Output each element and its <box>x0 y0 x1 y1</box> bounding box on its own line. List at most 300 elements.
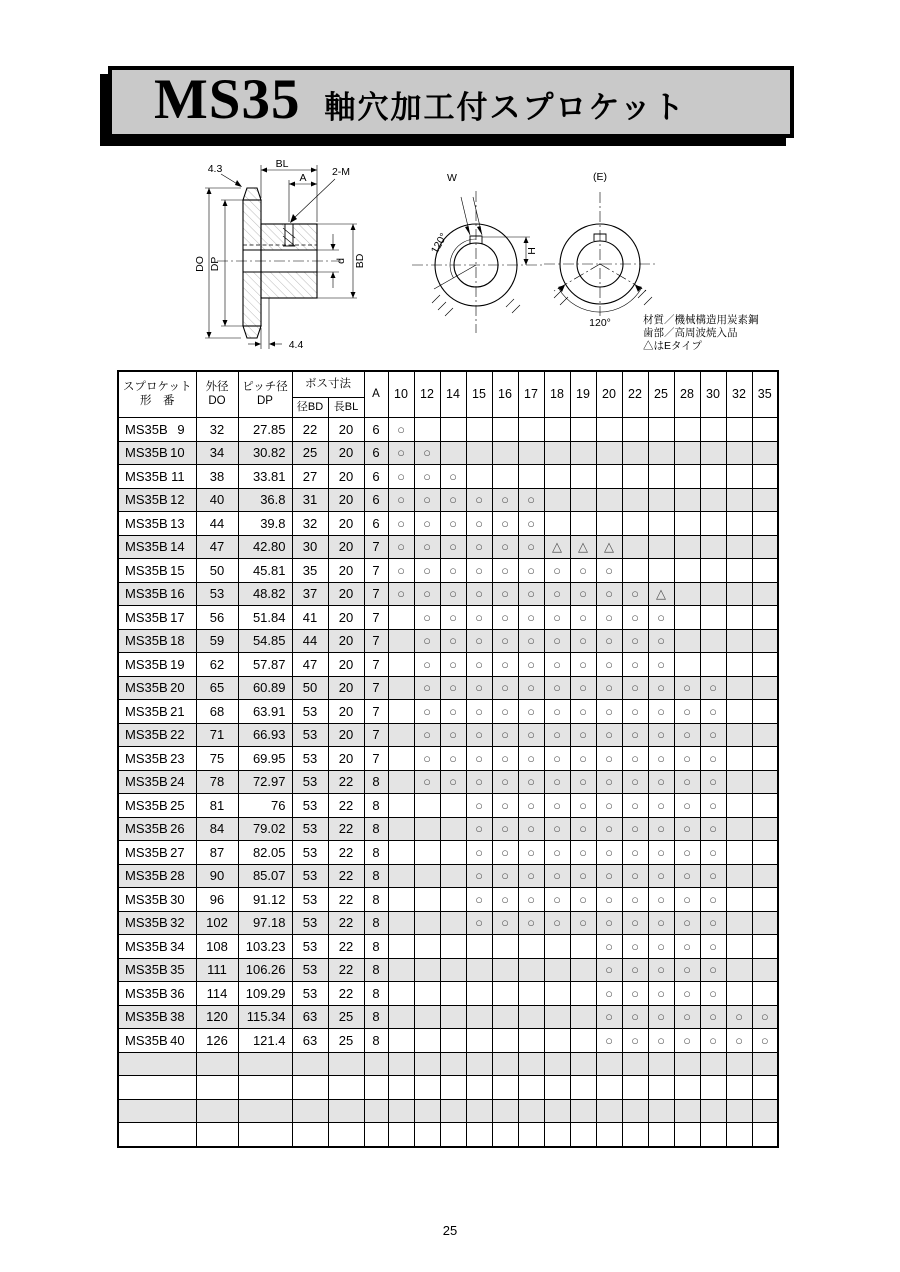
cell-pd: 36.8 <box>238 488 292 512</box>
cell-bore-mark: ○ <box>570 794 596 818</box>
cell-bore-mark: ○ <box>518 535 544 559</box>
cell-bd: 53 <box>292 747 328 771</box>
cell-bore-mark <box>752 958 778 982</box>
cell-bore-mark: ○ <box>492 841 518 865</box>
cell-bore-mark: ○ <box>518 488 544 512</box>
col-header-bore-22: 22 <box>622 371 648 418</box>
cell-bore-mark <box>518 465 544 489</box>
cell-model <box>118 488 196 512</box>
cell-pd: 51.84 <box>238 606 292 630</box>
cell-bd: 27 <box>292 465 328 489</box>
table-row <box>118 441 778 465</box>
cell-model <box>118 606 196 630</box>
cell-bore-mark: ○ <box>648 770 674 794</box>
empty-cell <box>648 1123 674 1147</box>
empty-cell <box>674 1052 700 1076</box>
cell-bore-mark: ○ <box>674 841 700 865</box>
model-prefix: MS35B <box>125 985 168 1001</box>
empty-cell <box>466 1052 492 1076</box>
cell-bore-mark <box>752 911 778 935</box>
cell-bore-mark <box>674 488 700 512</box>
cell-bore-mark <box>388 888 414 912</box>
cell-bore-mark <box>544 488 570 512</box>
cell-bore-mark: ○ <box>388 512 414 536</box>
cell-bore-mark: ○ <box>414 653 440 677</box>
empty-cell <box>596 1099 622 1123</box>
cell-bore-mark <box>596 488 622 512</box>
cell-bore-mark <box>752 653 778 677</box>
cell-bore-mark: ○ <box>596 559 622 583</box>
empty-cell <box>596 1052 622 1076</box>
cell-bore-mark <box>700 582 726 606</box>
cell-bore-mark: ○ <box>596 747 622 771</box>
cell-bore-mark: ○ <box>596 653 622 677</box>
cell-model <box>118 770 196 794</box>
col-header-bore-15: 15 <box>466 371 492 418</box>
empty-cell <box>388 1052 414 1076</box>
cell-model <box>118 1005 196 1029</box>
cell-bore-mark: ○ <box>492 629 518 653</box>
cell-bore-mark: ○ <box>622 653 648 677</box>
cell-model <box>118 723 196 747</box>
cell-bore-mark: ○ <box>466 535 492 559</box>
cell-bore-mark: ○ <box>674 958 700 982</box>
cell-bore-mark <box>752 770 778 794</box>
cell-bore-mark: ○ <box>700 911 726 935</box>
cell-bore-mark: ○ <box>492 864 518 888</box>
model-prefix: MS35B <box>125 774 168 790</box>
cell-bore-mark: ○ <box>414 723 440 747</box>
cell-od: 32 <box>196 418 238 442</box>
col-header-bore-20: 20 <box>596 371 622 418</box>
model-number: 35 <box>170 962 185 978</box>
cell-bore-mark <box>466 465 492 489</box>
cell-bore-mark <box>544 958 570 982</box>
cell-bd: 44 <box>292 629 328 653</box>
cell-bore-mark <box>674 535 700 559</box>
cell-bore-mark <box>674 653 700 677</box>
model-prefix: MS35B <box>125 1032 168 1048</box>
cell-bore-mark <box>752 488 778 512</box>
cell-bore-mark <box>466 1005 492 1029</box>
cell-bore-mark <box>440 864 466 888</box>
cell-bore-mark: ○ <box>700 700 726 724</box>
cell-bore-mark: ○ <box>570 888 596 912</box>
cell-bore-mark: ○ <box>440 770 466 794</box>
side-view-diagram <box>165 158 405 363</box>
empty-cell <box>466 1076 492 1100</box>
model-number: 18 <box>170 633 185 649</box>
cell-bore-mark <box>440 982 466 1006</box>
cell-bore-mark: ○ <box>700 935 726 959</box>
cell-bore-mark: ○ <box>674 747 700 771</box>
cell-bore-mark: ○ <box>674 864 700 888</box>
table-row <box>118 794 778 818</box>
cell-bore-mark: ○ <box>544 653 570 677</box>
cell-bore-mark <box>674 512 700 536</box>
cell-bore-mark: ○ <box>752 1029 778 1053</box>
material-notes <box>643 314 759 353</box>
empty-cell <box>238 1052 292 1076</box>
empty-cell <box>570 1099 596 1123</box>
cell-bore-mark <box>388 794 414 818</box>
empty-cell <box>328 1052 364 1076</box>
empty-cell <box>492 1052 518 1076</box>
table-row <box>118 958 778 982</box>
cell-bore-mark: ○ <box>492 676 518 700</box>
cell-bore-mark <box>674 418 700 442</box>
cell-bore-mark: ○ <box>648 653 674 677</box>
cell-bore-mark: ○ <box>622 723 648 747</box>
empty-cell <box>544 1099 570 1123</box>
cell-bore-mark: ○ <box>648 606 674 630</box>
table-row <box>118 1029 778 1053</box>
cell-bore-mark <box>648 441 674 465</box>
cell-bore-mark <box>414 864 440 888</box>
cell-bore-mark: △ <box>570 535 596 559</box>
dim-label-4-4: 4.4 <box>288 339 304 351</box>
model-prefix: MS35B <box>125 821 168 837</box>
cell-bore-mark <box>622 441 648 465</box>
cell-bore-mark <box>414 794 440 818</box>
cell-bd: 53 <box>292 817 328 841</box>
col-header-bore-35: 35 <box>752 371 778 418</box>
dim-label-dp: DP <box>209 256 221 272</box>
dim-label-bl: BL <box>275 158 289 170</box>
empty-cell <box>700 1052 726 1076</box>
table-row <box>118 606 778 630</box>
cell-bore-mark: ○ <box>544 864 570 888</box>
cell-bore-mark: ○ <box>596 982 622 1006</box>
cell-bore-mark <box>440 794 466 818</box>
cell-bore-mark <box>570 982 596 1006</box>
cell-bore-mark: ○ <box>622 817 648 841</box>
empty-cell <box>700 1099 726 1123</box>
cell-bore-mark: ○ <box>544 582 570 606</box>
cell-a: 7 <box>364 606 388 630</box>
cell-bore-mark: ○ <box>622 982 648 1006</box>
cell-bore-mark: ○ <box>570 747 596 771</box>
cell-a: 8 <box>364 911 388 935</box>
model-prefix: MS35B <box>125 445 168 461</box>
cell-bore-mark <box>700 441 726 465</box>
cell-bore-mark: ○ <box>596 629 622 653</box>
model-prefix: MS35B <box>125 1009 168 1025</box>
model-prefix: MS35B <box>125 609 168 625</box>
cell-bore-mark: ○ <box>518 700 544 724</box>
cell-bore-mark: ○ <box>388 582 414 606</box>
cell-bore-mark: ○ <box>440 465 466 489</box>
table-row <box>118 559 778 583</box>
cell-bore-mark: ○ <box>414 606 440 630</box>
cell-bore-mark <box>674 441 700 465</box>
cell-model <box>118 629 196 653</box>
model-prefix: MS35B <box>125 915 168 931</box>
cell-bore-mark: ○ <box>518 817 544 841</box>
empty-cell <box>518 1052 544 1076</box>
cell-bore-mark <box>752 723 778 747</box>
cell-od: 111 <box>196 958 238 982</box>
cell-model <box>118 700 196 724</box>
cell-od: 59 <box>196 629 238 653</box>
cell-bore-mark: ○ <box>622 958 648 982</box>
cell-bore-mark <box>752 700 778 724</box>
cell-bore-mark <box>440 888 466 912</box>
cell-bore-mark: ○ <box>518 676 544 700</box>
cell-bore-mark <box>752 441 778 465</box>
cell-bore-mark: ○ <box>648 817 674 841</box>
cell-bore-mark: ○ <box>648 935 674 959</box>
cell-od: 78 <box>196 770 238 794</box>
col-header-a: A <box>364 371 388 418</box>
cell-bore-mark <box>752 559 778 583</box>
cell-bore-mark <box>726 794 752 818</box>
cell-bore-mark: ○ <box>622 606 648 630</box>
cell-bore-mark <box>752 794 778 818</box>
cell-bore-mark <box>726 559 752 583</box>
cell-bl: 25 <box>328 1029 364 1053</box>
cell-bore-mark <box>544 1029 570 1053</box>
cell-bl: 20 <box>328 559 364 583</box>
cell-od: 84 <box>196 817 238 841</box>
empty-cell <box>292 1076 328 1100</box>
cell-bore-mark: ○ <box>518 723 544 747</box>
cell-bore-mark <box>440 841 466 865</box>
cell-bore-mark: ○ <box>492 559 518 583</box>
model-prefix: MS35B <box>125 562 168 578</box>
cell-bore-mark: ○ <box>570 770 596 794</box>
cell-bore-mark: ○ <box>570 700 596 724</box>
cell-bore-mark <box>414 1005 440 1029</box>
cell-bore-mark: ○ <box>570 864 596 888</box>
cell-bl: 22 <box>328 794 364 818</box>
model-number: 34 <box>170 938 185 954</box>
dim-label-4-3: 4.3 <box>207 163 223 175</box>
empty-cell <box>544 1123 570 1147</box>
cell-bore-mark: ○ <box>622 770 648 794</box>
cell-bore-mark <box>440 958 466 982</box>
cell-bore-mark: ○ <box>440 676 466 700</box>
cell-bore-mark: ○ <box>570 582 596 606</box>
cell-bore-mark: ○ <box>518 911 544 935</box>
model-number: 36 <box>170 985 185 1001</box>
cell-bore-mark <box>414 817 440 841</box>
model-prefix: MS35B <box>125 680 168 696</box>
empty-cell <box>570 1076 596 1100</box>
col-header-pd <box>238 371 292 418</box>
empty-row <box>118 1052 778 1076</box>
cell-bl: 22 <box>328 911 364 935</box>
model-number: 22 <box>170 727 185 743</box>
cell-bore-mark: ○ <box>622 1005 648 1029</box>
col-header-od-line2: DO <box>208 394 226 407</box>
cell-bore-mark: ○ <box>674 888 700 912</box>
cell-bore-mark: ○ <box>622 1029 648 1053</box>
empty-cell <box>364 1099 388 1123</box>
cell-bore-mark <box>388 770 414 794</box>
cell-bl: 20 <box>328 488 364 512</box>
cell-a: 6 <box>364 512 388 536</box>
cell-pd: 30.82 <box>238 441 292 465</box>
empty-cell <box>196 1076 238 1100</box>
cell-bore-mark <box>726 653 752 677</box>
cell-bore-mark <box>622 488 648 512</box>
cell-pd: 115.34 <box>238 1005 292 1029</box>
cell-od: 96 <box>196 888 238 912</box>
col-header-bore-18: 18 <box>544 371 570 418</box>
cell-a: 6 <box>364 465 388 489</box>
cell-bore-mark: ○ <box>570 817 596 841</box>
cell-bore-mark: ○ <box>492 512 518 536</box>
cell-bore-mark <box>492 418 518 442</box>
cell-bore-mark <box>466 418 492 442</box>
cell-bd: 37 <box>292 582 328 606</box>
cell-bore-mark <box>700 512 726 536</box>
table-row <box>118 888 778 912</box>
col-header-bl: 長BL <box>328 398 364 418</box>
col-header-model-line1: スプロケット <box>123 380 192 393</box>
cell-a: 8 <box>364 864 388 888</box>
empty-cell <box>292 1099 328 1123</box>
cell-bl: 20 <box>328 653 364 677</box>
cell-bore-mark <box>726 770 752 794</box>
cell-bore-mark: ○ <box>414 512 440 536</box>
cell-bore-mark <box>726 911 752 935</box>
cell-bore-mark <box>570 958 596 982</box>
cell-bore-mark <box>492 1005 518 1029</box>
cell-bore-mark <box>622 535 648 559</box>
cell-a: 7 <box>364 700 388 724</box>
cell-bore-mark: ○ <box>648 629 674 653</box>
cell-bore-mark <box>700 418 726 442</box>
cell-bore-mark: ○ <box>544 629 570 653</box>
cell-pd: 72.97 <box>238 770 292 794</box>
cell-bore-mark <box>752 817 778 841</box>
cell-bore-mark: ○ <box>492 794 518 818</box>
cell-bl: 22 <box>328 982 364 1006</box>
cell-bore-mark <box>388 606 414 630</box>
cell-bore-mark <box>700 465 726 489</box>
cell-a: 6 <box>364 418 388 442</box>
empty-cell <box>674 1099 700 1123</box>
cell-od: 56 <box>196 606 238 630</box>
cell-bore-mark: ○ <box>648 676 674 700</box>
cell-bore-mark: ○ <box>596 935 622 959</box>
table-row <box>118 1005 778 1029</box>
empty-cell <box>544 1052 570 1076</box>
cell-bore-mark <box>388 911 414 935</box>
empty-cell <box>328 1099 364 1123</box>
cell-a: 8 <box>364 770 388 794</box>
cell-bore-mark: ○ <box>492 606 518 630</box>
empty-cell <box>622 1099 648 1123</box>
cell-a: 7 <box>364 676 388 700</box>
cell-bore-mark <box>544 441 570 465</box>
cell-bore-mark: ○ <box>674 794 700 818</box>
cell-bore-mark: ○ <box>596 911 622 935</box>
col-header-bore-28: 28 <box>674 371 700 418</box>
model-prefix: MS35B <box>125 750 168 766</box>
cell-bore-mark <box>674 582 700 606</box>
cell-bore-mark: ○ <box>544 770 570 794</box>
col-header-bore-25: 25 <box>648 371 674 418</box>
cell-pd: 85.07 <box>238 864 292 888</box>
cell-od: 47 <box>196 535 238 559</box>
model-prefix: MS35B <box>125 586 168 602</box>
cell-a: 8 <box>364 982 388 1006</box>
cell-bore-mark: ○ <box>466 747 492 771</box>
cell-bore-mark <box>388 817 414 841</box>
cell-bd: 22 <box>292 418 328 442</box>
cell-bore-mark <box>414 935 440 959</box>
cell-bore-mark: ○ <box>518 512 544 536</box>
empty-cell <box>292 1052 328 1076</box>
cell-bore-mark <box>596 441 622 465</box>
cell-od: 38 <box>196 465 238 489</box>
cell-model <box>118 935 196 959</box>
cell-bl: 20 <box>328 512 364 536</box>
cell-bore-mark <box>674 629 700 653</box>
empty-cell <box>726 1123 752 1147</box>
cell-bore-mark: ○ <box>674 817 700 841</box>
cell-bore-mark: ○ <box>622 747 648 771</box>
empty-cell <box>622 1123 648 1147</box>
cell-bore-mark <box>648 488 674 512</box>
model-prefix: MS35B <box>125 656 168 672</box>
cell-bore-mark: ○ <box>518 794 544 818</box>
cell-bore-mark <box>648 418 674 442</box>
empty-cell <box>752 1123 778 1147</box>
model-prefix: MS35B <box>125 421 168 437</box>
empty-cell <box>196 1123 238 1147</box>
empty-cell <box>752 1052 778 1076</box>
empty-cell <box>388 1099 414 1123</box>
col-header-od <box>196 371 238 418</box>
cell-bore-mark: ○ <box>674 935 700 959</box>
cell-model <box>118 559 196 583</box>
model-prefix: MS35B <box>125 891 168 907</box>
cell-a: 6 <box>364 441 388 465</box>
table-row <box>118 747 778 771</box>
cell-bl: 20 <box>328 606 364 630</box>
empty-cell <box>414 1052 440 1076</box>
cell-bore-mark <box>388 935 414 959</box>
col-header-bd: 径BD <box>292 398 328 418</box>
cell-bore-mark <box>648 535 674 559</box>
cell-bore-mark: ○ <box>388 465 414 489</box>
cell-a: 8 <box>364 1029 388 1053</box>
cell-od: 114 <box>196 982 238 1006</box>
cell-model <box>118 512 196 536</box>
cell-bore-mark <box>752 676 778 700</box>
cell-bore-mark <box>414 982 440 1006</box>
cell-bore-mark: ○ <box>414 582 440 606</box>
cell-bore-mark <box>414 841 440 865</box>
cell-bore-mark <box>726 841 752 865</box>
table-row <box>118 841 778 865</box>
cell-bore-mark: ○ <box>596 700 622 724</box>
cell-bore-mark: ○ <box>570 629 596 653</box>
cell-bore-mark: ○ <box>440 512 466 536</box>
cell-bore-mark <box>648 559 674 583</box>
cell-bd: 53 <box>292 982 328 1006</box>
cell-bore-mark: ○ <box>648 1029 674 1053</box>
model-number: 17 <box>170 609 185 625</box>
cell-pd: 33.81 <box>238 465 292 489</box>
empty-cell <box>674 1123 700 1147</box>
cell-bore-mark: △ <box>596 535 622 559</box>
cell-bore-mark <box>518 441 544 465</box>
